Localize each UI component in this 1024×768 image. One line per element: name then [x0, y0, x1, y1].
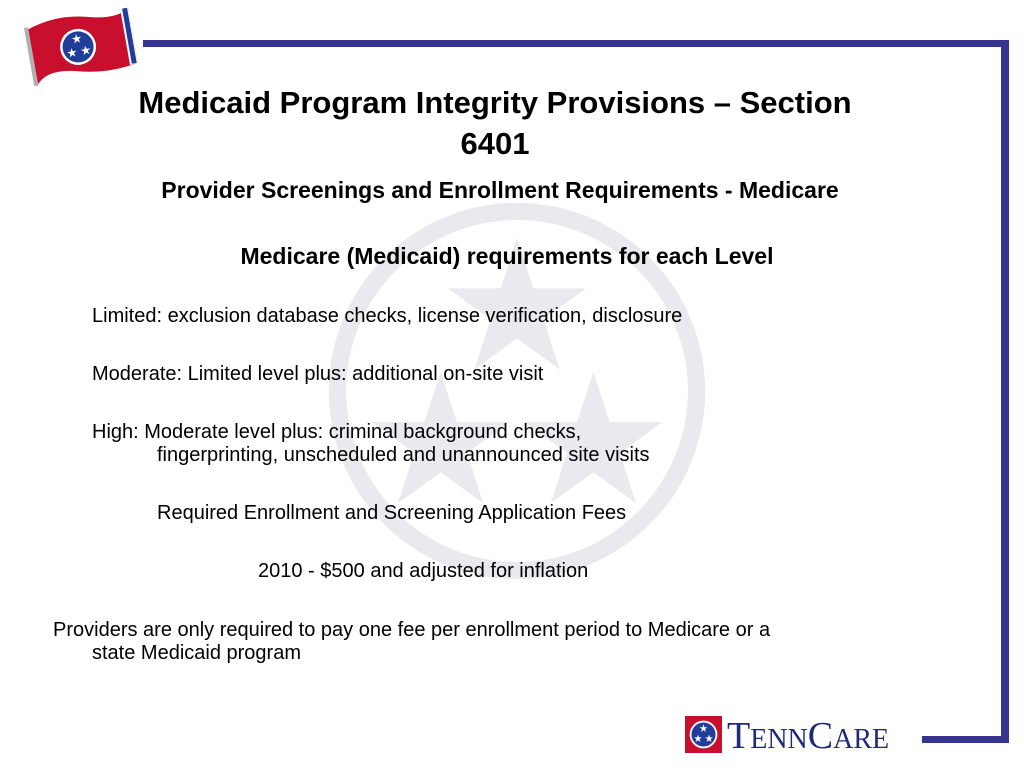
frame-bottom-line: [922, 736, 1009, 743]
frame-top-line: [143, 40, 1009, 47]
slide-subtitle: Provider Screenings and Enrollment Requirements - Medicare: [161, 177, 839, 203]
fee-note-line1: Providers are only required to pay one fee per enrollment period to Medicare or a: [53, 619, 771, 641]
fee-amount-text: 2010 - $500 and adjusted for inflation: [258, 560, 589, 582]
fee-note-line2: state Medicaid program: [92, 642, 301, 664]
frame-right-line: [1001, 40, 1009, 743]
fees-heading: Required Enrollment and Screening Application Fees: [157, 502, 627, 524]
tennessee-seal-icon: [685, 716, 722, 753]
level-moderate-text: Moderate: Limited level plus: additional on-site visit: [92, 363, 544, 385]
tenncare-wordmark: TENNCARE: [727, 715, 890, 757]
tennessee-flag-icon: [22, 6, 144, 86]
section-heading: Medicare (Medicaid) requirements for each Level: [240, 243, 774, 269]
slide-title-line1: Medicaid Program Integrity Provisions – Section: [138, 85, 852, 120]
tenncare-logo: [685, 716, 910, 758]
level-high-line1: High: Moderate level plus: criminal background checks,: [92, 421, 582, 443]
level-limited-text: Limited: exclusion database checks, license verification, disclosure: [92, 305, 683, 327]
slide-title: [60, 82, 930, 164]
slide-title-line2: 6401: [460, 126, 530, 161]
level-high-line2: fingerprinting, unscheduled and unannounced site visits: [157, 444, 650, 466]
